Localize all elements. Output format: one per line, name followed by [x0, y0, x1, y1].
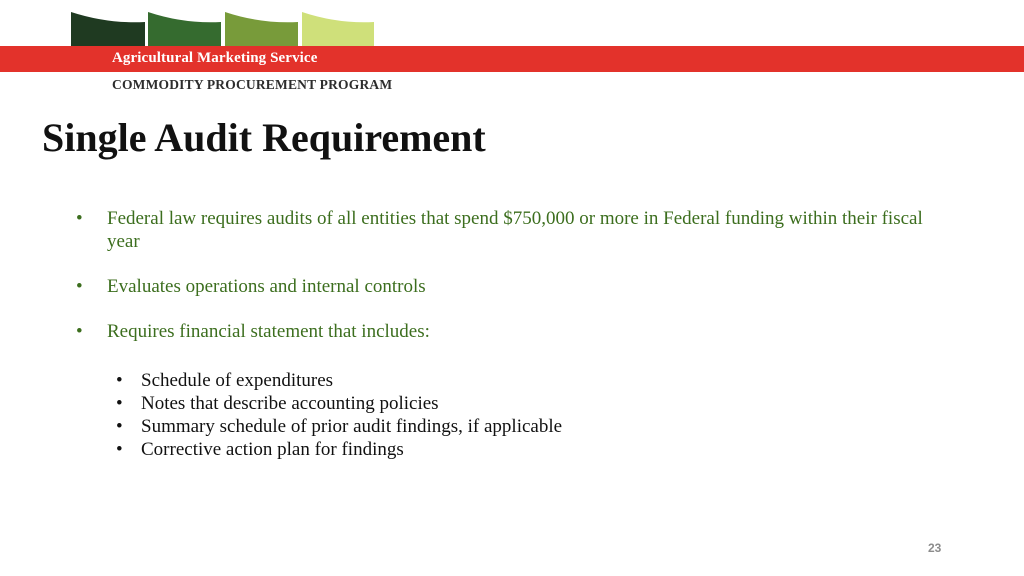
banner-block-3 — [225, 12, 298, 48]
banner-block-2 — [148, 12, 221, 48]
bullet-dot: • — [76, 321, 83, 342]
sub-bullet-text: Summary schedule of prior audit findings, if applicable — [141, 416, 563, 437]
bullet-item — [76, 275, 956, 298]
sub-bullet-dot: • — [116, 416, 123, 437]
sub-bullet-text: Schedule of expenditures — [141, 370, 334, 391]
sub-bullet-dot: • — [116, 439, 123, 460]
bullet-dot: • — [76, 208, 83, 229]
program-name: COMMODITY PROCUREMENT PROGRAM — [112, 77, 393, 92]
page-number: 23 — [928, 541, 942, 555]
banner-block-1 — [71, 12, 145, 48]
bullet-list — [76, 207, 956, 365]
bullet-dot: • — [76, 276, 83, 297]
bullet-item — [76, 207, 956, 253]
slide-title: Single Audit Requirement — [42, 115, 486, 160]
sub-bullet-item — [116, 369, 562, 392]
sub-bullet-text: Corrective action plan for findings — [141, 439, 404, 460]
sub-bullet-dot: • — [116, 370, 123, 391]
sub-bullet-item — [116, 392, 562, 415]
agency-name: Agricultural Marketing Service — [112, 50, 318, 66]
bullet-text: Requires financial statement that includes: — [107, 321, 430, 342]
bullet-item — [76, 320, 956, 343]
banner-block-4 — [302, 12, 374, 48]
slide-header — [0, 0, 1024, 100]
bullet-text: Federal law requires audits of all entities that spend $750,000 or more in Federal funding within their fiscal year — [107, 208, 923, 252]
sub-bullet-text: Notes that describe accounting policies — [141, 393, 439, 414]
sub-bullet-item — [116, 415, 562, 438]
bullet-text: Evaluates operations and internal controls — [107, 276, 426, 297]
sub-bullet-dot: • — [116, 393, 123, 414]
sub-bullet-item — [116, 438, 562, 461]
sub-bullet-list — [116, 369, 562, 461]
